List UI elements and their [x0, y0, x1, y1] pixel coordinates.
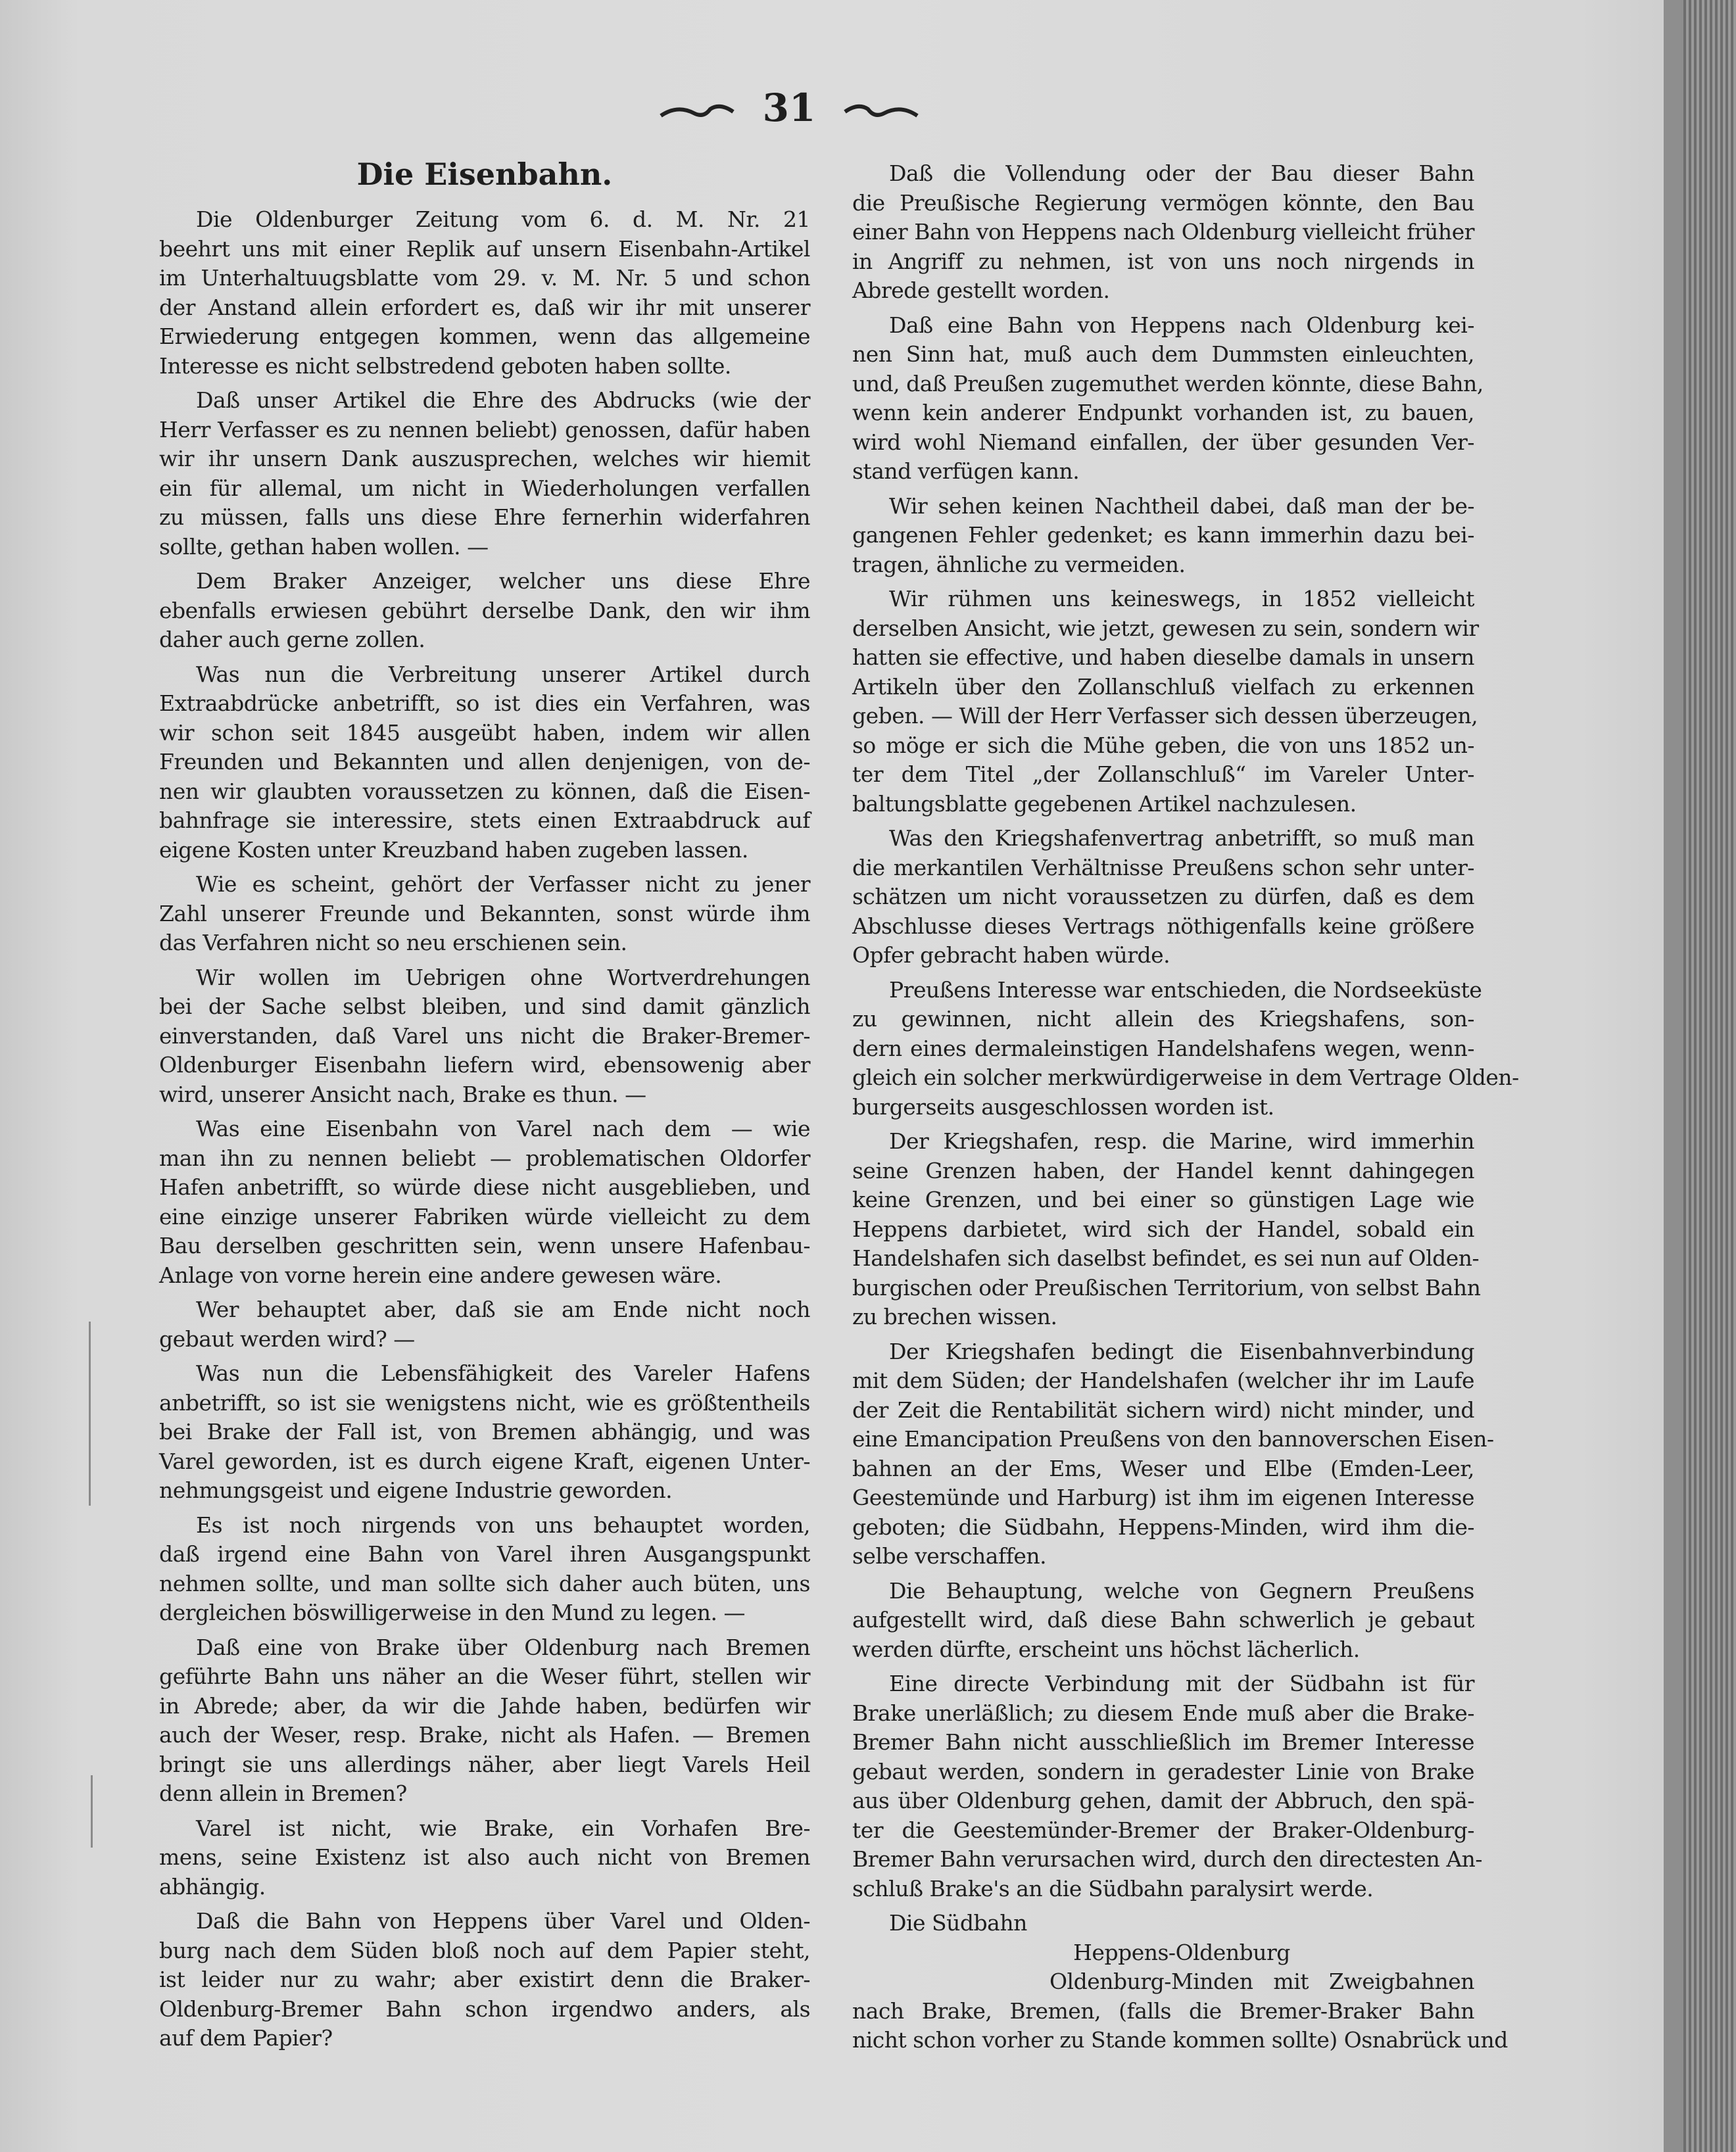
text-line: in Abrede; aber, da wir die Jahde haben, bedürfen wir [159, 1692, 810, 1719]
paragraph [852, 1669, 1483, 1903]
text-line: in Angriff zu nehmen, ist von uns noch nirgends in [852, 248, 1474, 274]
text-line: einer Bahn von Heppens nach Oldenburg vielleicht früher [852, 219, 1474, 245]
text-line: Der Kriegshafen bedingt die Eisenbahnverbindung [889, 1338, 1474, 1364]
text-line: Daß eine Bahn von Heppens nach Oldenburg kei- [889, 312, 1474, 338]
paragraph [159, 1814, 810, 1902]
text-line: zu gewinnen, nicht allein des Kriegshafens, son- [852, 1006, 1474, 1032]
text-line: auch der Weser, resp. Brake, nicht als Hafen. — Bremen [159, 1722, 810, 1748]
text-line: Bremer Bahn verursachen wird, durch den directesten An- [852, 1846, 1483, 1872]
text-line: Erwiederung entgegen kommen, wenn das allgemeine [159, 323, 810, 349]
text-line: Wir wollen im Uebrigen ohne Wortverdrehungen [196, 964, 810, 990]
pencil-margin-mark [89, 1322, 91, 1506]
text-line: bringt sie uns allerdings näher, aber liegt Varels Heil [159, 1751, 810, 1777]
text-line: ebenfalls erwiesen gebührt derselbe Dank, den wir ihm [159, 597, 810, 623]
text-line: stand verfügen kann. [852, 458, 1080, 484]
text-line: Der Kriegshafen, resp. die Marine, wird immerhin [889, 1128, 1474, 1154]
paragraph [159, 1295, 810, 1354]
text-line: wir ihr unsern Dank auszusprechen, welches wir hiemit [159, 446, 810, 471]
text-line: abhängig. [159, 1873, 266, 1900]
text-line: tragen, ähnliche zu vermeiden. [852, 551, 1186, 577]
text-line: man ihn zu nennen beliebt — problematischen Oldorfer [159, 1145, 810, 1171]
text-line: ter die Geestemünder-Bremer der Braker-Oldenburg- [852, 1817, 1474, 1843]
text-line: wir schon seit 1845 ausgeübt haben, indem wir allen [159, 719, 810, 746]
text-line: schätzen um nicht voraussetzen zu dürfen, daß es dem [852, 884, 1474, 909]
text-line: Daß eine von Brake über Oldenburg nach Bremen [196, 1634, 810, 1660]
text-line: Die Behauptung, welche von Gegnern Preußens [889, 1577, 1474, 1604]
text-line: Interesse es nicht selbstredend geboten haben sollte. [159, 352, 731, 379]
text-line: bahnfrage sie interessire, stets einen Extraabdruck auf [159, 807, 810, 833]
text-line: Heppens-Oldenburg [1073, 1939, 1290, 1965]
text-line: burgischen oder Preußischen Territorium, von selbst Bahn [852, 1274, 1481, 1301]
text-line: Handelshafen sich daselbst befindet, es sei nun auf Olden- [852, 1245, 1480, 1271]
text-line: werden dürfte, erscheint uns höchst lächerlich. [852, 1636, 1360, 1662]
text-line: aus über Oldenburg gehen, damit der Abbruch, den spä- [852, 1788, 1474, 1813]
paragraph [852, 159, 1474, 306]
text-line: Dem Braker Anzeiger, welcher uns diese Ehre [196, 568, 810, 594]
text-line: wenn kein anderer Endpunkt vorhanden ist, zu bauen, [852, 400, 1474, 425]
paragraph [159, 660, 810, 865]
text-line: Herr Verfasser es zu nennen beliebt) genossen, dafür haben [159, 416, 810, 442]
text-line: geboten; die Südbahn, Heppens-Minden, wird ihm die- [852, 1514, 1474, 1540]
text-line: Extraabdrücke anbetrifft, so ist dies ein Verfahren, was [159, 690, 810, 716]
text-line: im Unterhaltuugsblatte vom 29. v. M. Nr. 5 und schon [159, 265, 810, 291]
text-line: derselben Ansicht, wie jetzt, gewesen zu sein, sondern wir [852, 615, 1479, 641]
paragraph [852, 1909, 1474, 1938]
paragraph [852, 311, 1483, 487]
paragraph [159, 1114, 810, 1290]
text-line: ter dem Titel „der Zollanschluß“ im Vareler Unter- [852, 761, 1474, 787]
text-line: wird wohl Niemand einfallen, der über gesunden Ver- [852, 429, 1474, 455]
text-line: der Zeit die Rentabilität sichern wird) nicht minder, und [852, 1397, 1474, 1423]
paragraph [159, 1359, 810, 1506]
text-line: so möge er sich die Mühe geben, die von uns 1852 un- [852, 732, 1474, 758]
text-line: Es ist noch nirgends von uns behauptet worden, [196, 1512, 810, 1538]
right-column [852, 159, 1519, 2061]
paragraph [852, 1938, 1474, 1968]
paragraph [852, 824, 1474, 970]
text-line: wird, unserer Ansicht nach, Brake es thun. — [159, 1081, 646, 1107]
text-line: eine einzige unserer Fabriken würde vielleicht zu dem [159, 1203, 810, 1230]
paragraph [852, 1337, 1494, 1571]
text-line: Zahl unserer Freunde und Bekannten, sonst würde ihm [159, 900, 810, 926]
paragraph [852, 1967, 1508, 2055]
text-line: gangenen Fehler gedenket; es kann immerhin dazu bei- [852, 522, 1474, 548]
text-line: baltungsblatte gegebenen Artikel nachzulesen. [852, 790, 1357, 817]
text-line: seine Grenzen haben, der Handel kennt dahingegen [852, 1157, 1474, 1184]
text-line: Bremer Bahn nicht ausschließlich im Bremer Interesse [852, 1729, 1474, 1755]
text-line: geführte Bahn uns näher an die Weser führt, stellen wir [159, 1663, 810, 1689]
text-line: nen Sinn hat, muß auch dem Dummsten einleuchten, [852, 341, 1474, 367]
page-number: 31 [762, 85, 816, 130]
text-line: Die Oldenburger Zeitung vom 6. d. M. Nr. 21 [196, 206, 810, 232]
text-line: ist leider nur zu wahr; aber existirt denn die Braker- [159, 1967, 810, 1992]
text-line: Was den Kriegshafenvertrag anbetrifft, so muß man [889, 825, 1474, 851]
text-line: Abschlusse dieses Vertrags nöthigenfalls keine größere [852, 913, 1474, 939]
book-page-edge [1664, 0, 1683, 2152]
text-line: gleich ein solcher merkwürdigerweise in dem Vertrage Olden- [852, 1064, 1519, 1090]
text-line: nehmen sollte, und man sollte sich daher auch büten, uns [159, 1570, 810, 1596]
text-line: Varel geworden, ist es durch eigene Kraft, eigenen Unter- [159, 1448, 810, 1474]
paragraph [159, 870, 810, 958]
text-line: das Verfahren nicht so neu erschienen sein. [159, 930, 627, 955]
text-line: Abrede gestellt worden. [852, 277, 1110, 303]
text-line: Daß unser Artikel die Ehre des Abdrucks (wie der [196, 387, 810, 413]
text-line: und, daß Preußen zugemuthet werden könnte, diese Bahn, [852, 370, 1483, 396]
text-line: Daß die Bahn von Heppens über Varel und Olden- [196, 1908, 810, 1934]
text-line: nehmungsgeist und eigene Industrie geworden. [159, 1477, 673, 1503]
article-title: Die Eisenbahn. [356, 156, 613, 192]
page-number-header [0, 85, 1578, 130]
paragraph [159, 567, 810, 655]
text-line: schluß Brake's an die Südbahn paralysirt werde. [852, 1875, 1374, 1901]
text-line: gebaut werden, sondern in geradester Linie von Brake [852, 1758, 1474, 1784]
text-line: eigene Kosten unter Kreuzband haben zugeben lassen. [159, 836, 748, 863]
text-line: mit dem Süden; der Handelshafen (welcher ihr im Laufe [852, 1368, 1474, 1393]
text-line: nach Brake, Bremen, (falls die Bremer-Braker Bahn [852, 1997, 1474, 2024]
ornament-right-icon [842, 101, 921, 121]
text-line: Wie es scheint, gehört der Verfasser nicht zu jener [196, 871, 810, 897]
ornament-left-icon [658, 101, 736, 121]
paragraph [159, 386, 810, 562]
text-line: anbetrifft, so ist sie wenigstens nicht, wie es größtentheils [159, 1389, 810, 1416]
text-line: Hafen anbetrifft, so würde diese nicht ausgeblieben, und [159, 1174, 810, 1200]
paragraph [159, 1511, 810, 1628]
text-line: zu brechen wissen. [852, 1304, 1057, 1329]
text-line: gebaut werden wird? — [159, 1326, 415, 1352]
text-line: zu müssen, falls uns diese Ehre fernerhin widerfahren [159, 504, 810, 530]
text-line: Bau derselben geschritten sein, wenn unsere Hafenbau- [159, 1233, 810, 1258]
text-line: nen wir glaubten voraussetzen zu können, daß die Eisen- [159, 778, 810, 804]
left-column [159, 205, 810, 2059]
paragraph [852, 1577, 1474, 1665]
paragraph [852, 976, 1519, 1122]
text-line: eine Emancipation Preußens von den bannoverschen Eisen- [852, 1426, 1494, 1452]
text-line: einverstanden, daß Varel uns nicht die Braker-Bremer- [159, 1022, 810, 1049]
text-line: nicht schon vorher zu Stande kommen sollte) Osnabrück und [852, 2027, 1508, 2053]
text-line: Wir rühmen uns keineswegs, in 1852 vielleicht [889, 586, 1474, 611]
text-line: Oldenburger Eisenbahn liefern wird, ebensowenig aber [159, 1052, 810, 1078]
text-line: geben. — Will der Herr Verfasser sich dessen überzeugen, [852, 703, 1478, 729]
text-line: Was nun die Lebensfähigkeit des Vareler Hafens [196, 1360, 810, 1386]
pencil-margin-mark [91, 1775, 93, 1848]
text-line: Oldenburg-Minden mit Zweigbahnen [1049, 1969, 1474, 1994]
paragraph [159, 205, 810, 381]
text-line: Oldenburg-Bremer Bahn schon irgendwo anders, als [159, 1996, 810, 2022]
text-line: burgerseits ausgeschlossen worden ist. [852, 1093, 1274, 1120]
text-line: Was eine Eisenbahn von Varel nach dem — wie [196, 1116, 810, 1141]
book-stacked-pages [1683, 0, 1736, 2152]
text-line: Varel ist nicht, wie Brake, ein Vorhafen Bre- [196, 1815, 810, 1841]
text-line: die merkantilen Verhältnisse Preußens schon sehr unter- [852, 854, 1474, 880]
text-line: dergleichen böswilligerweise in den Mund zu legen. — [159, 1600, 746, 1625]
text-line: Freunden und Bekannten und allen denjenigen, von de- [159, 749, 810, 775]
text-line: mens, seine Existenz ist also auch nicht von Bremen [159, 1844, 810, 1870]
text-line: die Preußische Regierung vermögen könnte, den Bau [852, 189, 1474, 216]
text-line: Geestemünde und Harburg) ist ihm im eigenen Interesse [852, 1485, 1474, 1510]
paragraph [852, 585, 1479, 819]
paragraph [159, 1633, 810, 1809]
text-line: Preußens Interesse war entschieden, die Nordseeküste [889, 976, 1482, 1003]
text-line: Wir sehen keinen Nachtheil dabei, daß man der be- [889, 492, 1474, 519]
text-line: auf dem Papier? [159, 2025, 333, 2051]
text-line: sollte, gethan haben wollen. — [159, 533, 489, 560]
text-line: Opfer gebracht haben würde. [852, 942, 1170, 968]
text-line: der Anstand allein erfordert es, daß wir ihr mit unserer [159, 294, 810, 320]
text-line: bei der Sache selbst bleiben, und sind damit gänzlich [159, 993, 810, 1019]
text-line: daß irgend eine Bahn von Varel ihren Ausgangspunkt [159, 1541, 810, 1567]
text-line: Daß die Vollendung oder der Bau dieser Bahn [889, 160, 1474, 186]
text-line: dern eines dermaleinstigen Handelshafens wegen, wenn- [852, 1035, 1474, 1061]
paragraph [159, 963, 810, 1110]
text-line: Eine directe Verbindung mit der Südbahn ist für [889, 1671, 1474, 1696]
text-line: keine Grenzen, und bei einer so günstigen Lage wie [852, 1187, 1474, 1212]
text-line: Die Südbahn [889, 1910, 1027, 1936]
text-line: bahnen an der Ems, Weser und Elbe (Emden-Leer, [852, 1455, 1474, 1481]
text-line: Anlage von vorne herein eine andere gewesen wäre. [159, 1262, 722, 1288]
text-line: Artikeln über den Zollanschluß vielfach zu erkennen [852, 673, 1474, 700]
text-line: selbe verschaffen. [852, 1543, 1047, 1569]
text-line: Wer behauptet aber, daß sie am Ende nicht noch [196, 1297, 810, 1322]
text-line: beehrt uns mit einer Replik auf unsern Eisenbahn-Artikel [159, 235, 810, 262]
text-line: Brake unerläßlich; zu diesem Ende muß aber die Brake- [852, 1700, 1474, 1726]
paragraph [852, 492, 1474, 580]
text-line: hatten sie effective, und haben dieselbe damals in unsern [852, 644, 1474, 670]
text-line: ein für allemal, um nicht in Wiederholungen verfallen [159, 475, 810, 501]
text-line: Was nun die Verbreitung unserer Artikel durch [196, 661, 810, 687]
text-line: burg nach dem Süden bloß noch auf dem Papier steht, [159, 1937, 810, 1963]
text-line: denn allein in Bremen? [159, 1781, 407, 1806]
text-line: Heppens darbietet, wird sich der Handel, sobald ein [852, 1216, 1474, 1242]
paragraph [852, 1127, 1481, 1332]
text-line: daher auch gerne zollen. [159, 627, 425, 652]
text-line: bei Brake der Fall ist, von Bremen abhängig, und was [159, 1419, 810, 1445]
paragraph [159, 1907, 810, 2053]
text-line: aufgestellt wird, daß diese Bahn schwerlich je gebaut [852, 1607, 1474, 1633]
